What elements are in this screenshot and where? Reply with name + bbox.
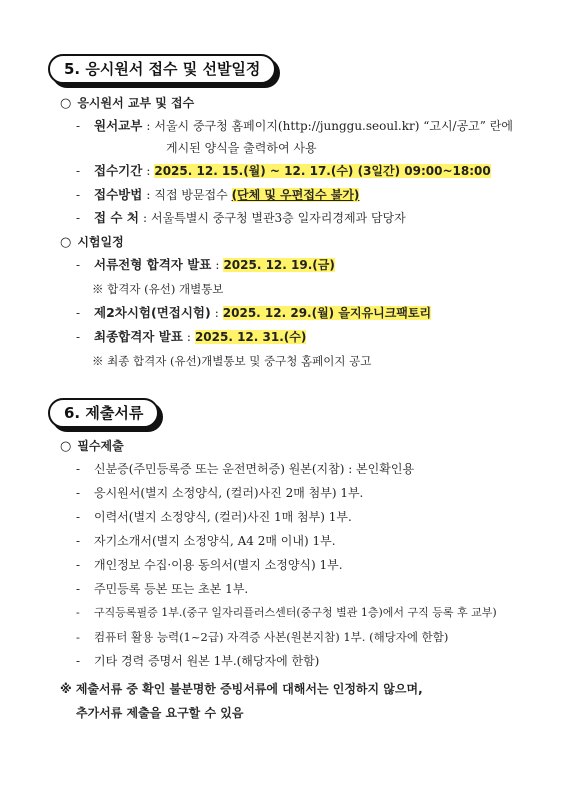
item-interview: - 제2차시험(면접시험) : 2025. 12. 29.(월) 을지유니크팩토리: [76, 305, 432, 320]
circle-bullet-icon: ○: [60, 235, 72, 250]
footnote: ※ 제출서류 중 확인 불분명한 증빙서류에 대해서는 인정하지 않으며,: [60, 682, 423, 696]
application-heading: ○ 응시원서 교부 및 접수: [60, 96, 195, 111]
section-5-title: 5. 응시원서 접수 및 선발일정: [48, 54, 276, 84]
item-form-distribution: - 원서교부 : 서울시 중구청 홈페이지(http://junggu.seoul.kr) “고시/공고” 란에: [76, 118, 513, 133]
item-document-result: - 서류전형 합격자 발표 : 2025. 12. 19.(금): [76, 257, 335, 272]
item-application-place: - 접 수 처 : 서울특별시 중구청 별관3층 일자리경제과 담당자: [76, 210, 406, 225]
note-document-result: ※ 합격자 (유선) 개별통보: [92, 282, 224, 296]
exam-schedule-heading: ○ 시험일정: [60, 235, 124, 250]
doc-item: - 개인정보 수집·이용 동의서(별지 소정양식) 1부.: [76, 558, 343, 572]
item-application-period: - 접수기간 : 2025. 12. 15.(월) ~ 12. 17.(수) (3일간) 09:00~18:00: [76, 163, 491, 178]
circle-bullet-icon: ○: [60, 96, 72, 111]
required-heading: ○ 필수제출: [60, 439, 124, 454]
section-6-title: 6. 제출서류: [48, 398, 159, 428]
doc-item: - 구직등록필증 1부.(중구 일자리플러스센터(중구청 별관 1층)에서 구직 등록 후 교부): [76, 606, 497, 619]
doc-item: - 신분증(주민등록증 또는 운전면허증) 원본(지참) : 본인확인용: [76, 462, 415, 476]
doc-item: - 컴퓨터 활용 능력(1~2급) 자격증 사본(원본지참) 1부. (해당자에 한함): [76, 630, 449, 644]
doc-item: - 자기소개서(별지 소정양식, A4 2매 이내) 1부.: [76, 534, 336, 548]
item-application-method: - 접수방법 : 직접 방문접수 (단체 및 우편접수 불가): [76, 187, 360, 202]
item-final-result: - 최종합격자 발표 : 2025. 12. 31.(수): [76, 329, 307, 344]
footnote-cont: 추가서류 제출을 요구할 수 있음: [76, 706, 244, 720]
doc-item: - 응시원서(별지 소정양식, (컬러)사진 2매 첨부) 1부.: [76, 486, 364, 500]
doc-item: - 이력서(별지 소정양식, (컬러)사진 1매 첨부) 1부.: [76, 510, 352, 524]
doc-item: - 기타 경력 증명서 원본 1부.(해당자에 한함): [76, 654, 320, 668]
note-final-result: ※ 최종 합격자 (유선)개별통보 및 중구청 홈페이지 공고: [92, 354, 372, 368]
circle-bullet-icon: ○: [60, 439, 72, 454]
doc-item: - 주민등록 등본 또는 초본 1부.: [76, 582, 249, 596]
item-form-distribution-cont: 게시된 양식을 출력하여 사용: [166, 141, 317, 155]
